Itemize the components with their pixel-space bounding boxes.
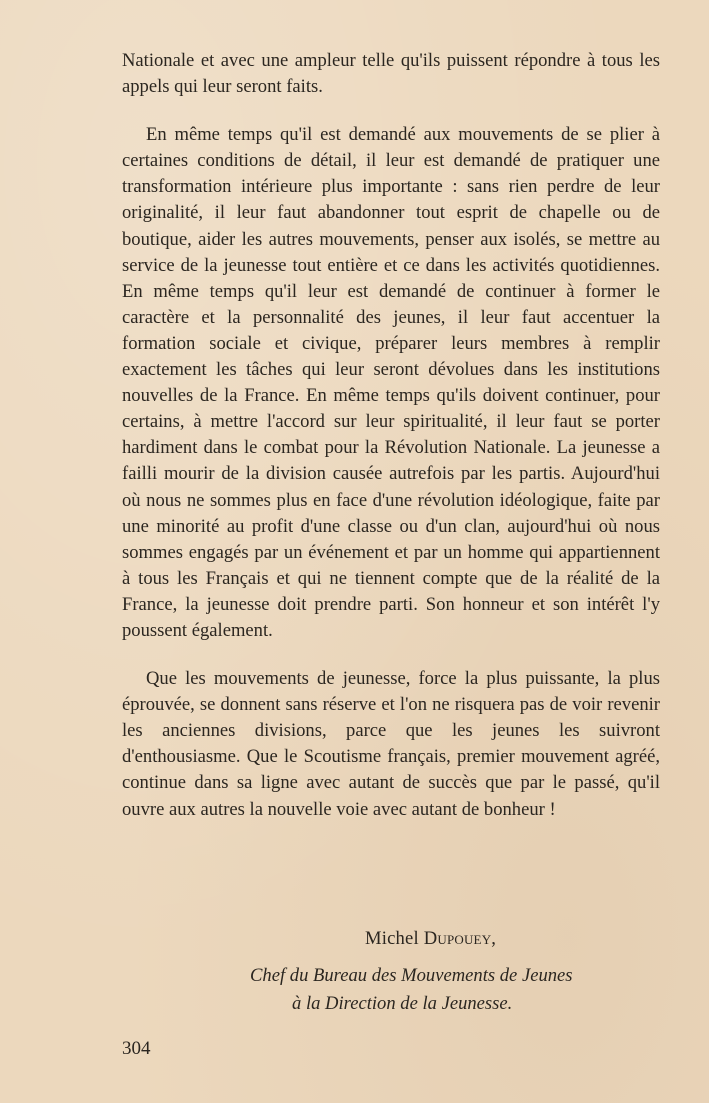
signature-last-name: Dupouey, [423,928,497,949]
paragraph-main: En même temps qu'il est demandé aux mouvements de se plier à certaines conditions de détail, il leur est demandé de pratiquer une transformation intérieure plus importante : sans rien perdre de leur originalité, il leur faut abandonner tout esprit de chapelle ou de boutique, aider les autres mouvements, penser aux isolés, se mettre au service de la jeunesse tout entière et ce dans les activités quotidiennes. En même temps qu'il leur est demandé de continuer à former le caractère et la personnalité des jeunes, il leur faut accentuer la formation sociale et civique, préparer leurs membres à remplir exactement les tâches qui leur seront dévolues dans les institutions nouvelles de la France. En même temps qu'ils doivent continuer, pour certains, à mettre l'accord sur leur spiritualité, il leur faut se porter hardiment dans le combat pour la Révolution Nationale. La jeunesse a failli mourir de la division causée autrefois par les partis. Aujourd'hui où nous ne sommes plus en face d'une révolution idéologique, faite par une minorité au profit d'une classe ou d'un clan, aujourd'hui où nous sommes engagés par un événement et par un homme qui appartiennent à tous les Français et qui ne tiennent compte que de la réalité de la France, la jeunesse doit prendre parti. Son honneur et son intérêt l'y poussent également. [122,124,660,641]
signature-first-name: Michel [365,928,419,949]
paragraph-gap [122,644,660,666]
paragraph-gap [122,100,660,122]
signature-title-line-2: à la Direction de la Jeunesse. [292,993,513,1014]
page-number: 304 [122,1038,151,1059]
paragraph-continuation: Nationale et avec une ampleur telle qu'ils puissent répondre à tous les appels qui leur seront faits. [122,50,660,98]
paragraph-closing: Que les mouvements de jeunesse, force la plus puissante, la plus éprouvée, se donnent sans réserve et l'on ne risquera pas de voir revenir les anciennes divisions, parce que les jeunes les suivront d'enthousiasme. Que le Scoutisme français, premier mouvement agréé, continue dans sa ligne avec autant de succès que par le passé, qu'il ouvre aux autres la nouvelle voie avec autant de bonheur ! [122,668,660,820]
signature-title-line-1: Chef du Bureau des Mouvements de Jeunes [250,965,573,986]
text-block [122,48,660,1014]
signature-name [365,928,496,950]
